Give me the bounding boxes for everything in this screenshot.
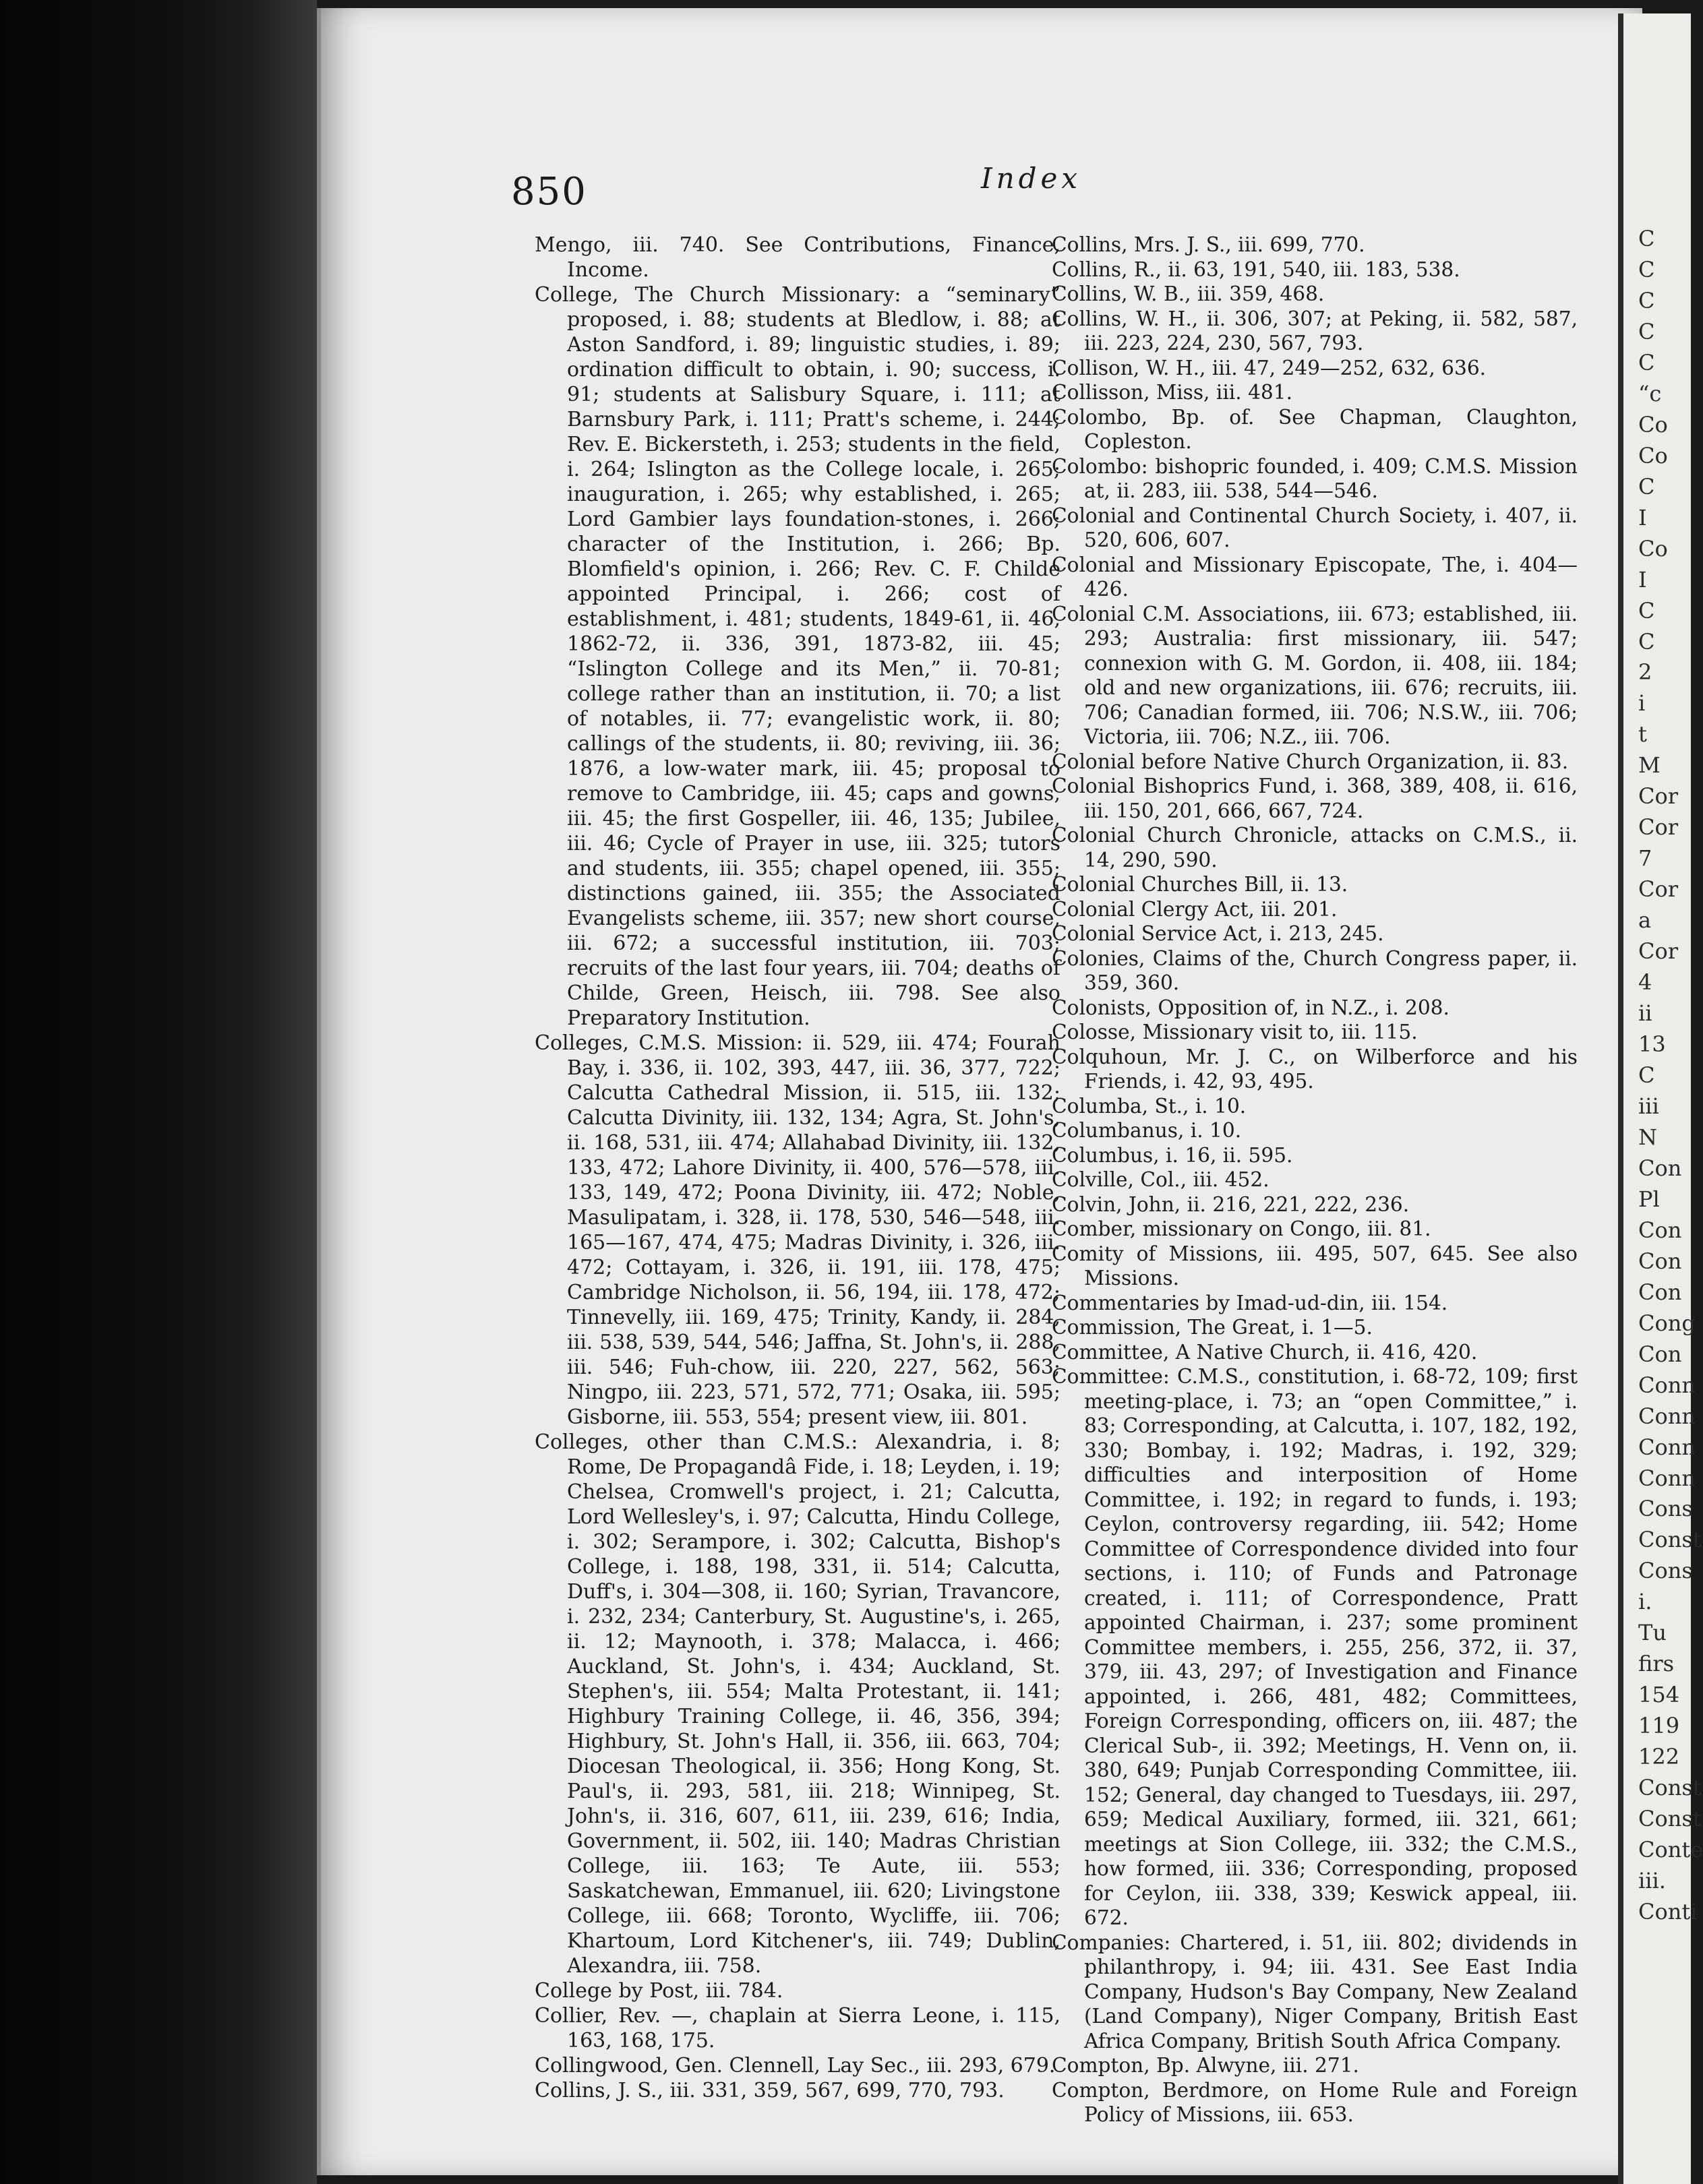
- page-number: 850: [511, 170, 587, 214]
- facing-page-fragment: C: [1638, 319, 1655, 344]
- facing-page-fragment: Cor: [1638, 938, 1679, 964]
- index-entry: Colonial Service Act, i. 213, 245.: [1052, 922, 1384, 945]
- facing-page-fragment: Co: [1638, 412, 1668, 437]
- facing-page-fragment: C: [1638, 257, 1655, 282]
- index-entry: College, The Church Missionary: a “seminary” proposed, i. 88; students at Bledlow, i. 88; at Aston Sandford, i. 89; linguistic studies, i. 89; ordination difficult to obtain, i. 90; success, i. 91; students at Salisbury Square, i. 111; at Barnsbury Park, i. 111; Pratt's scheme, i. 244; Rev. E. Bickersteth, i. 253; students in the field, i. 264; Islington as the College locale, i. 265; inauguration, i. 265; why established, i. 265; Lord Gambier lays foundation-stones, i. 266; character of the Institution, i. 266; Bp. Blomfield's opinion, i. 266; Rev. C. F. Childe appointed Principal, i. 266; cost of establishment, i. 481; students, 1849-61, ii. 46, 1862-72, ii. 336, 391, 1873-82, iii. 45; “Islington College and its Men,” ii. 70-81; college rather than an institution, ii. 70; a list of notables, ii. 77; evangelistic work, ii. 80; callings of the students, ii. 80; reviving, iii. 36; 1876, a low-water mark, iii. 45; proposal to remove to Cambridge, iii. 45; caps and gowns, iii. 45; the first Gospeller, iii. 46, 135; Jubilee, iii. 46; Cycle of Prayer in use, iii. 325; tutors and students, iii. 355; chapel opened, iii. 355; distinctions gained, iii. 355; the Associated Evangelists scheme, iii. 357; new short course, iii. 672; a successful institution, iii. 703; recruits of the last four years, iii. 704; deaths of Childe, Green, Heisch, iii. 798. See also Preparatory Institution.: [535, 283, 1060, 1030]
- index-entry: Colleges, other than C.M.S.: Alexandria, i. 8; Rome, De Propagandâ Fide, i. 18; Leyden, i. 19; Chelsea, Cromwell's project, i. 21; Calcutta, Lord Wellesley's, i. 97; Calcutta, Hindu College, i. 302; Serampore, i. 302; Calcutta, Bishop's College, i. 188, 198, 331, ii. 514; Calcutta, Duff's, i. 304—308, ii. 160; Syrian, Travancore, i. 232, 234; Canterbury, St. Augustine's, i. 265, ii. 12; Maynooth, i. 378; Malacca, i. 466; Auckland, St. John's, i. 434; Auckland, St. Stephen's, iii. 554; Malta Protestant, ii. 141; Highbury Training College, ii. 46, 356, 394; Highbury, St. John's Hall, ii. 356, iii. 663, 704; Diocesan Theological, ii. 356; Hong Kong, St. Paul's, ii. 293, 581, iii. 218; Winnipeg, St. John's, ii. 316, 607, 611, iii. 239, 616; India, Government, ii. 502, iii. 140; Madras Christian College, iii. 163; Te Aute, iii. 553; Saskatchewan, Emmanuel, iii. 620; Livingstone College, iii. 668; Toronto, Wycliffe, iii. 706; Khartoum, Lord Kitchener's, iii. 749; Dublin, Alexandra, iii. 758.: [535, 1430, 1060, 1978]
- facing-page-fragment: C: [1638, 629, 1655, 655]
- facing-page-fragment: C: [1638, 288, 1655, 313]
- facing-page-fragment: 122: [1638, 1744, 1680, 1769]
- facing-page-fragment: Pl: [1638, 1186, 1660, 1212]
- facing-page-fragment: Cor: [1638, 876, 1679, 902]
- index-entry: Colombo: bishopric founded, i. 409; C.M.S. Mission at, ii. 283, iii. 538, 544—546.: [1052, 454, 1578, 502]
- facing-page-fragment: Const: [1638, 1775, 1702, 1800]
- facing-page-fragment: Cons: [1638, 1558, 1693, 1583]
- facing-page-fragment: t: [1638, 721, 1647, 747]
- facing-page-fragment: M: [1638, 752, 1661, 778]
- running-head: Index: [981, 162, 1082, 195]
- index-entry: Colonists, Opposition of, in N.Z., i. 208.: [1052, 996, 1450, 1019]
- index-entry: Colleges, C.M.S. Mission: ii. 529, iii. 474; Fourah Bay, i. 336, ii. 102, 393, 447, iii. 36, 377, 722; Calcutta Cathedral Mission, ii. 515, iii. 132; Calcutta Divinity, iii. 132, 134; Agra, St. John's, ii. 168, 531, iii. 474; Allahabad Divinity, iii. 132, 133, 472; Lahore Divinity, ii. 400, 576—578, iii. 133, 149, 472; Poona Divinity, iii. 472; Noble, Masulipatam, i. 328, ii. 178, 530, 546—548, iii. 165—167, 474, 475; Madras Divinity, i. 326, iii. 472; Cottayam, i. 326, ii. 191, iii. 178, 475; Cambridge Nicholson, ii. 56, 194, iii. 178, 472; Tinnevelly, iii. 169, 475; Trinity, Kandy, ii. 284, iii. 538, 539, 544, 546; Jaffna, St. John's, ii. 288, iii. 546; Fuh-chow, iii. 220, 227, 562, 563; Ningpo, iii. 223, 571, 572, 771; Osaka, iii. 595; Gisborne, iii. 553, 554; present view, iii. 801.: [535, 1031, 1060, 1429]
- facing-page-fragment: Conte: [1638, 1837, 1703, 1862]
- facing-page-fragment: Con: [1638, 1217, 1682, 1243]
- facing-page-fragment: iii.: [1638, 1868, 1666, 1893]
- facing-page-fragment: Con: [1638, 1248, 1682, 1274]
- facing-page-fragment: Con: [1638, 1279, 1682, 1305]
- index-entry: Collingwood, Gen. Clennell, Lay Sec., iii. 293, 679.: [535, 2054, 1056, 2077]
- facing-page-fragment: Conn: [1638, 1403, 1696, 1429]
- facing-page-fragment: Cor: [1638, 783, 1679, 809]
- index-entry: Colonial Clergy Act, iii. 201.: [1052, 897, 1338, 921]
- facing-page-fragment: 2: [1638, 659, 1652, 685]
- facing-page-fragment: i.: [1638, 1589, 1652, 1614]
- facing-page-fragment: I: [1638, 505, 1647, 530]
- facing-page-fragment: Con: [1638, 1341, 1682, 1367]
- index-entry: Collins, R., ii. 63, 191, 540, iii. 183, 538.: [1052, 257, 1460, 281]
- index-entry: Comity of Missions, iii. 495, 507, 645. See also Missions.: [1052, 1242, 1578, 1290]
- index-entry: Columbanus, i. 10.: [1052, 1119, 1242, 1142]
- index-entry: Commentaries by Imad-ud-din, iii. 154.: [1052, 1291, 1448, 1314]
- facing-page-fragment: Conn: [1638, 1465, 1696, 1491]
- index-entry: Colquhoun, Mr. J. C., on Wilberforce and his Friends, i. 42, 93, 495.: [1052, 1045, 1578, 1093]
- index-entry: Colonies, Claims of the, Church Congress paper, ii. 359, 360.: [1052, 946, 1578, 994]
- index-column-right: [1052, 233, 1578, 2127]
- index-entry: College by Post, iii. 784.: [535, 1979, 783, 2003]
- index-entry: Collins, W. H., ii. 306, 307; at Peking, ii. 582, 587, iii. 223, 224, 230, 567, 793.: [1052, 307, 1578, 355]
- facing-page-fragment: N: [1638, 1124, 1657, 1150]
- facing-page-fragment: 4: [1638, 969, 1652, 995]
- index-entry: Committee: C.M.S., constitution, i. 68-72, 109; first meeting-place, i. 73; an “open Committee,” i. 83; Corresponding, at Calcutta, i. 107, 182, 192, 330; Bombay, i. 192; Madras, i. 192, 329; difficulties and interposition of Home Committee, i. 192; in regard to funds, i. 193; Ceylon, controversy regarding, iii. 542; Home Committee of Correspondence divided into four sections, i. 110; of Funds and Patronage created, i. 111; of Correspondence, Pratt appointed Chairman, i. 237; some prominent Committee members, i. 255, 256, 372, ii. 37, 379, iii. 43, 297; of Investigation and Finance appointed, i. 266, 481, 482; Committees, Foreign Corresponding, officers on, iii. 487; the Clerical Sub-, ii. 392; Meetings, H. Venn on, ii. 380, 649; Punjab Corresponding Committee, iii. 152; General, day changed to Tuesdays, iii. 297, 659; Medical Auxiliary, formed, iii. 321, 661; meetings at Sion College, iii. 332; the C.M.S., how formed, iii. 336; Corresponding, proposed for Ceylon, iii. 338, 339; Keswick appeal, iii. 672.: [1052, 1365, 1578, 1929]
- facing-page-fragment: Cor: [1638, 814, 1679, 840]
- index-entry: Collison, W. H., iii. 47, 249—252, 632, 636.: [1052, 356, 1487, 380]
- index-entry: Colombo, Bp. of. See Chapman, Claughton, Copleston.: [1052, 405, 1578, 453]
- index-entry: Collisson, Miss, iii. 481.: [1052, 381, 1292, 404]
- index-entry: Companies: Chartered, i. 51, iii. 802; dividends in philanthropy, i. 94; iii. 431. See East India Company, Hudson's Bay Company, New Zealand (Land Company), Niger Company, British East Africa Company, British South Africa Company.: [1052, 1931, 1578, 2053]
- index-entry: Colonial Churches Bill, ii. 13.: [1052, 873, 1348, 896]
- facing-page-fragment: Conti: [1638, 1899, 1698, 1924]
- facing-page-fragment: a: [1638, 907, 1652, 933]
- facing-page-fragment: “c: [1638, 381, 1662, 406]
- facing-page-fragment: C: [1638, 226, 1655, 251]
- index-entry: Colonial Church Chronicle, attacks on C.M.S., ii. 14, 290, 590.: [1052, 824, 1578, 872]
- facing-page-fragment: ii: [1638, 1000, 1652, 1026]
- index-entry: Collier, Rev. —, chaplain at Sierra Leone, i. 115, 163, 168, 175.: [535, 2004, 1060, 2053]
- index-entry: Collins, W. B., iii. 359, 468.: [1052, 282, 1325, 305]
- index-entry: Colville, Col., iii. 452.: [1052, 1168, 1269, 1191]
- facing-page-fragment: I: [1638, 567, 1647, 593]
- index-entry: Colonial before Native Church Organization, ii. 83.: [1052, 750, 1569, 773]
- index-entry: Colosse, Missionary visit to, iii. 115.: [1052, 1021, 1418, 1043]
- index-entry: Compton, Bp. Alwyne, iii. 271.: [1052, 2054, 1359, 2077]
- index-entry: Collins, Mrs. J. S., iii. 699, 770.: [1052, 233, 1365, 256]
- facing-page-fragment: 119: [1638, 1713, 1680, 1738]
- index-entry: Mengo, iii. 740. See Contributions, Finance, Income.: [535, 233, 1060, 282]
- facing-page-fragment: i: [1638, 690, 1646, 716]
- facing-page-fragment: firs: [1638, 1651, 1675, 1676]
- facing-page-fragment: Conn: [1638, 1434, 1696, 1460]
- index-entry: Colonial C.M. Associations, iii. 673; established, iii. 293; Australia: first missionary, iii. 547; connexion with G. M. Gordon, ii. 408, iii. 184; old and new organizations, iii. 676; recruits, iii. 706; Canadian formed, iii. 706; N.S.W., iii. 706; Victoria, iii. 706; N.Z., iii. 706.: [1052, 602, 1578, 748]
- facing-page-fragment: 13: [1638, 1031, 1666, 1057]
- facing-page-fragment: C: [1638, 1062, 1655, 1088]
- facing-page-fragment: Tu: [1638, 1620, 1667, 1645]
- book-binding-shadow: [0, 0, 317, 2184]
- facing-page-edge: [1618, 13, 1703, 2184]
- index-column-left: [535, 233, 1060, 2103]
- index-entry: Colonial and Missionary Episcopate, The, i. 404—426.: [1052, 553, 1578, 601]
- index-entry: Columba, St., i. 10.: [1052, 1094, 1247, 1118]
- index-entry: Colonial and Continental Church Society, i. 407, ii. 520, 606, 607.: [1052, 504, 1578, 551]
- facing-page-fragment: Co: [1638, 536, 1668, 562]
- facing-page-fragment: Const: [1638, 1806, 1702, 1831]
- facing-page-fragment: Cons: [1638, 1496, 1693, 1521]
- index-entry: Committee, A Native Church, ii. 416, 420.: [1052, 1340, 1478, 1364]
- index-entry: Comber, missionary on Congo, iii. 81.: [1052, 1217, 1431, 1240]
- index-entry: Commission, The Great, i. 1—5.: [1052, 1316, 1373, 1339]
- facing-page-fragment: Const: [1638, 1527, 1702, 1552]
- facing-page-fragment: C: [1638, 350, 1655, 375]
- facing-page-fragment: Co: [1638, 443, 1668, 468]
- facing-page-fragment: Con: [1638, 1155, 1682, 1181]
- index-entry: Collins, J. S., iii. 331, 359, 567, 699, 770, 793.: [535, 2079, 1005, 2102]
- index-entry: Colonial Bishoprics Fund, i. 368, 389, 408, ii. 616, iii. 150, 201, 666, 667, 724.: [1052, 775, 1578, 822]
- index-entry: Compton, Berdmore, on Home Rule and Foreign Policy of Missions, iii. 653.: [1052, 2078, 1578, 2126]
- index-entry: Colvin, John, ii. 216, 221, 222, 236.: [1052, 1192, 1410, 1216]
- facing-page-fragment: Cong: [1638, 1310, 1696, 1336]
- facing-page-fragment: iii: [1638, 1093, 1659, 1119]
- facing-page-fragment: C: [1638, 598, 1655, 624]
- facing-page-fragment: Conn: [1638, 1372, 1696, 1398]
- facing-page-fragment: 154: [1638, 1682, 1680, 1707]
- index-entry: Columbus, i. 16, ii. 595.: [1052, 1143, 1293, 1167]
- facing-page-fragment: C: [1638, 474, 1655, 499]
- facing-page-fragment: 7: [1638, 845, 1652, 871]
